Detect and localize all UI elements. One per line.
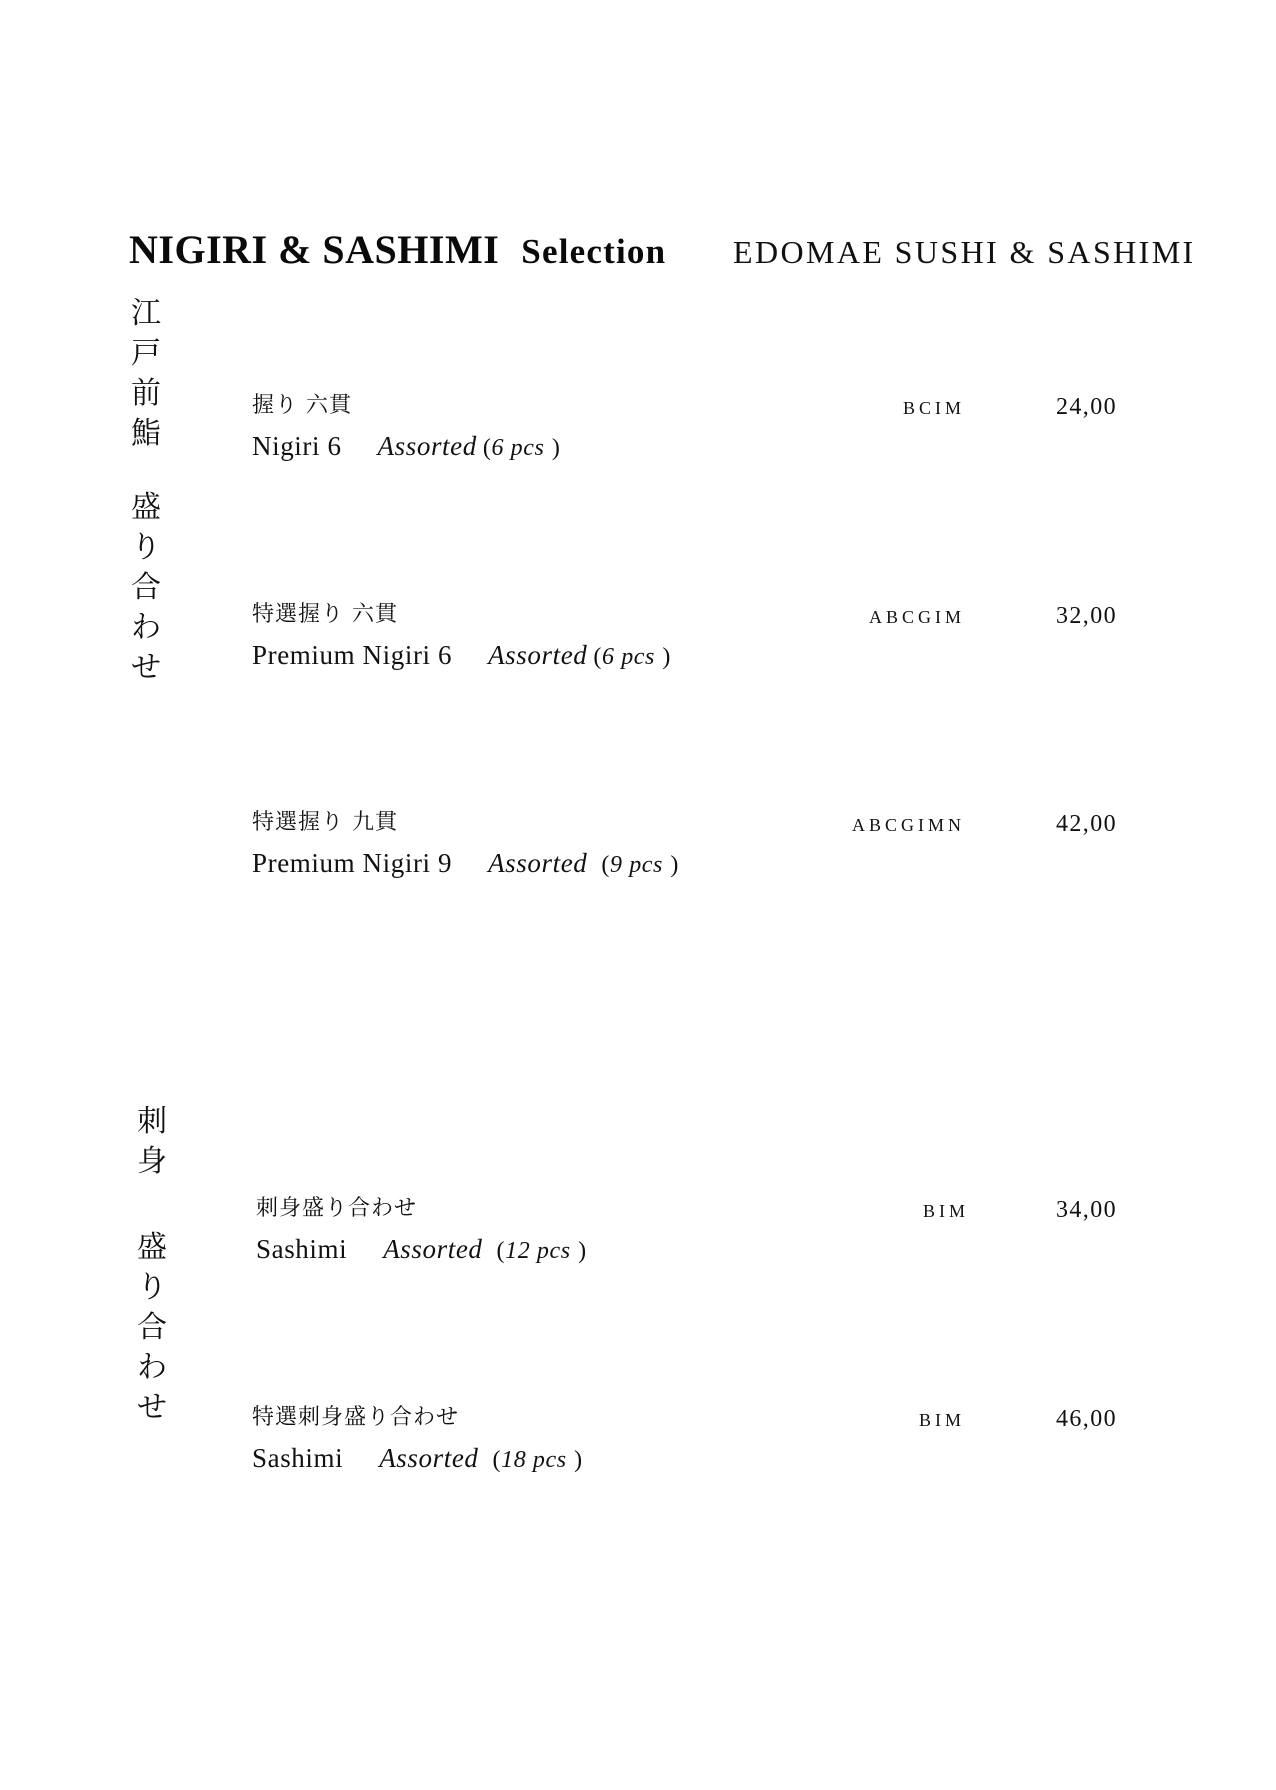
page-title-main: NIGIRI & SASHIMI: [129, 227, 500, 272]
label-char: 前: [131, 376, 161, 411]
item-name-en-text: Nigiri 6: [252, 431, 342, 461]
item-name-en: [256, 1233, 587, 1267]
item-name-en-text: Sashimi: [252, 1443, 344, 1473]
item-count: 12 pcs: [505, 1238, 571, 1264]
paren-open: (: [601, 852, 610, 878]
item-name-jp: 握り 六貫: [252, 393, 352, 418]
label-char: 盛: [137, 1230, 167, 1265]
label-char: 身: [137, 1144, 167, 1179]
item-price: 42,00: [1056, 811, 1117, 837]
item-price: 32,00: [1056, 603, 1117, 629]
label-char: せ: [131, 650, 161, 685]
item-name-en: [252, 1442, 583, 1476]
item-price: 46,00: [1056, 1406, 1117, 1432]
label-char: 刺: [137, 1104, 167, 1139]
item-name-jp: 特選握り 九貫: [252, 810, 398, 835]
page-title: [129, 226, 666, 276]
item-name-en-text: Sashimi: [256, 1234, 348, 1264]
item-name-en: [252, 430, 560, 464]
item-description: Assorted: [377, 431, 477, 461]
item-description: Assorted: [383, 1234, 483, 1264]
label-char: 合: [131, 570, 161, 605]
label-char: 江: [131, 296, 161, 331]
item-price: 24,00: [1056, 394, 1117, 420]
item-count: 18 pcs: [501, 1447, 567, 1473]
menu-item: [0, 601, 1276, 681]
item-count: 6 pcs: [491, 435, 545, 461]
item-description: Assorted: [488, 848, 588, 878]
label-char: 鮨: [131, 416, 161, 451]
page-title-suffix: Selection: [521, 232, 667, 271]
paren-open: (: [593, 644, 602, 670]
paren-open: (: [482, 435, 492, 461]
label-char: 戸: [131, 336, 161, 371]
menu-item: [0, 1404, 1276, 1484]
item-description: Assorted: [488, 640, 588, 670]
allergen-codes: BIM: [918, 1410, 965, 1430]
paren-open: (: [496, 1238, 506, 1264]
item-name-en-text: Premium Nigiri 9: [252, 848, 453, 878]
item-name-jp: 特選刺身盛り合わせ: [252, 1405, 460, 1430]
allergen-codes: ABCGIMN: [851, 815, 965, 835]
item-price: 34,00: [1056, 1197, 1117, 1223]
label-char: せ: [137, 1390, 167, 1425]
label-char: 盛: [131, 490, 161, 525]
item-name-jp: 刺身盛り合わせ: [256, 1196, 418, 1221]
paren-close: ): [662, 644, 671, 670]
item-name-jp: 特選握り 六貫: [252, 602, 398, 627]
paren-close: ): [578, 1238, 587, 1264]
paren-open: (: [492, 1447, 502, 1473]
allergen-codes: ABCGIM: [868, 607, 965, 627]
item-description: Assorted: [379, 1443, 479, 1473]
item-name-en: [252, 639, 671, 673]
item-count: 6 pcs: [602, 644, 655, 670]
label-char: わ: [131, 610, 161, 645]
menu-item: [0, 809, 1276, 889]
paren-close: ): [551, 435, 561, 461]
paren-close: ): [574, 1447, 583, 1473]
label-char: わ: [137, 1350, 167, 1385]
menu-item: [0, 392, 1276, 472]
item-count: 9 pcs: [610, 852, 663, 878]
page-subtitle: EDOMAE SUSHI & SASHIMI: [733, 234, 1196, 270]
item-name-en: [252, 847, 679, 881]
paren-close: ): [670, 852, 679, 878]
label-char: 合: [137, 1310, 167, 1345]
allergen-codes: BCIM: [902, 398, 965, 418]
menu-item: [0, 1195, 1276, 1275]
label-char: り: [131, 530, 161, 565]
item-name-en-text: Premium Nigiri 6: [252, 640, 453, 670]
label-char: り: [137, 1270, 167, 1305]
allergen-codes: BIM: [922, 1201, 969, 1221]
